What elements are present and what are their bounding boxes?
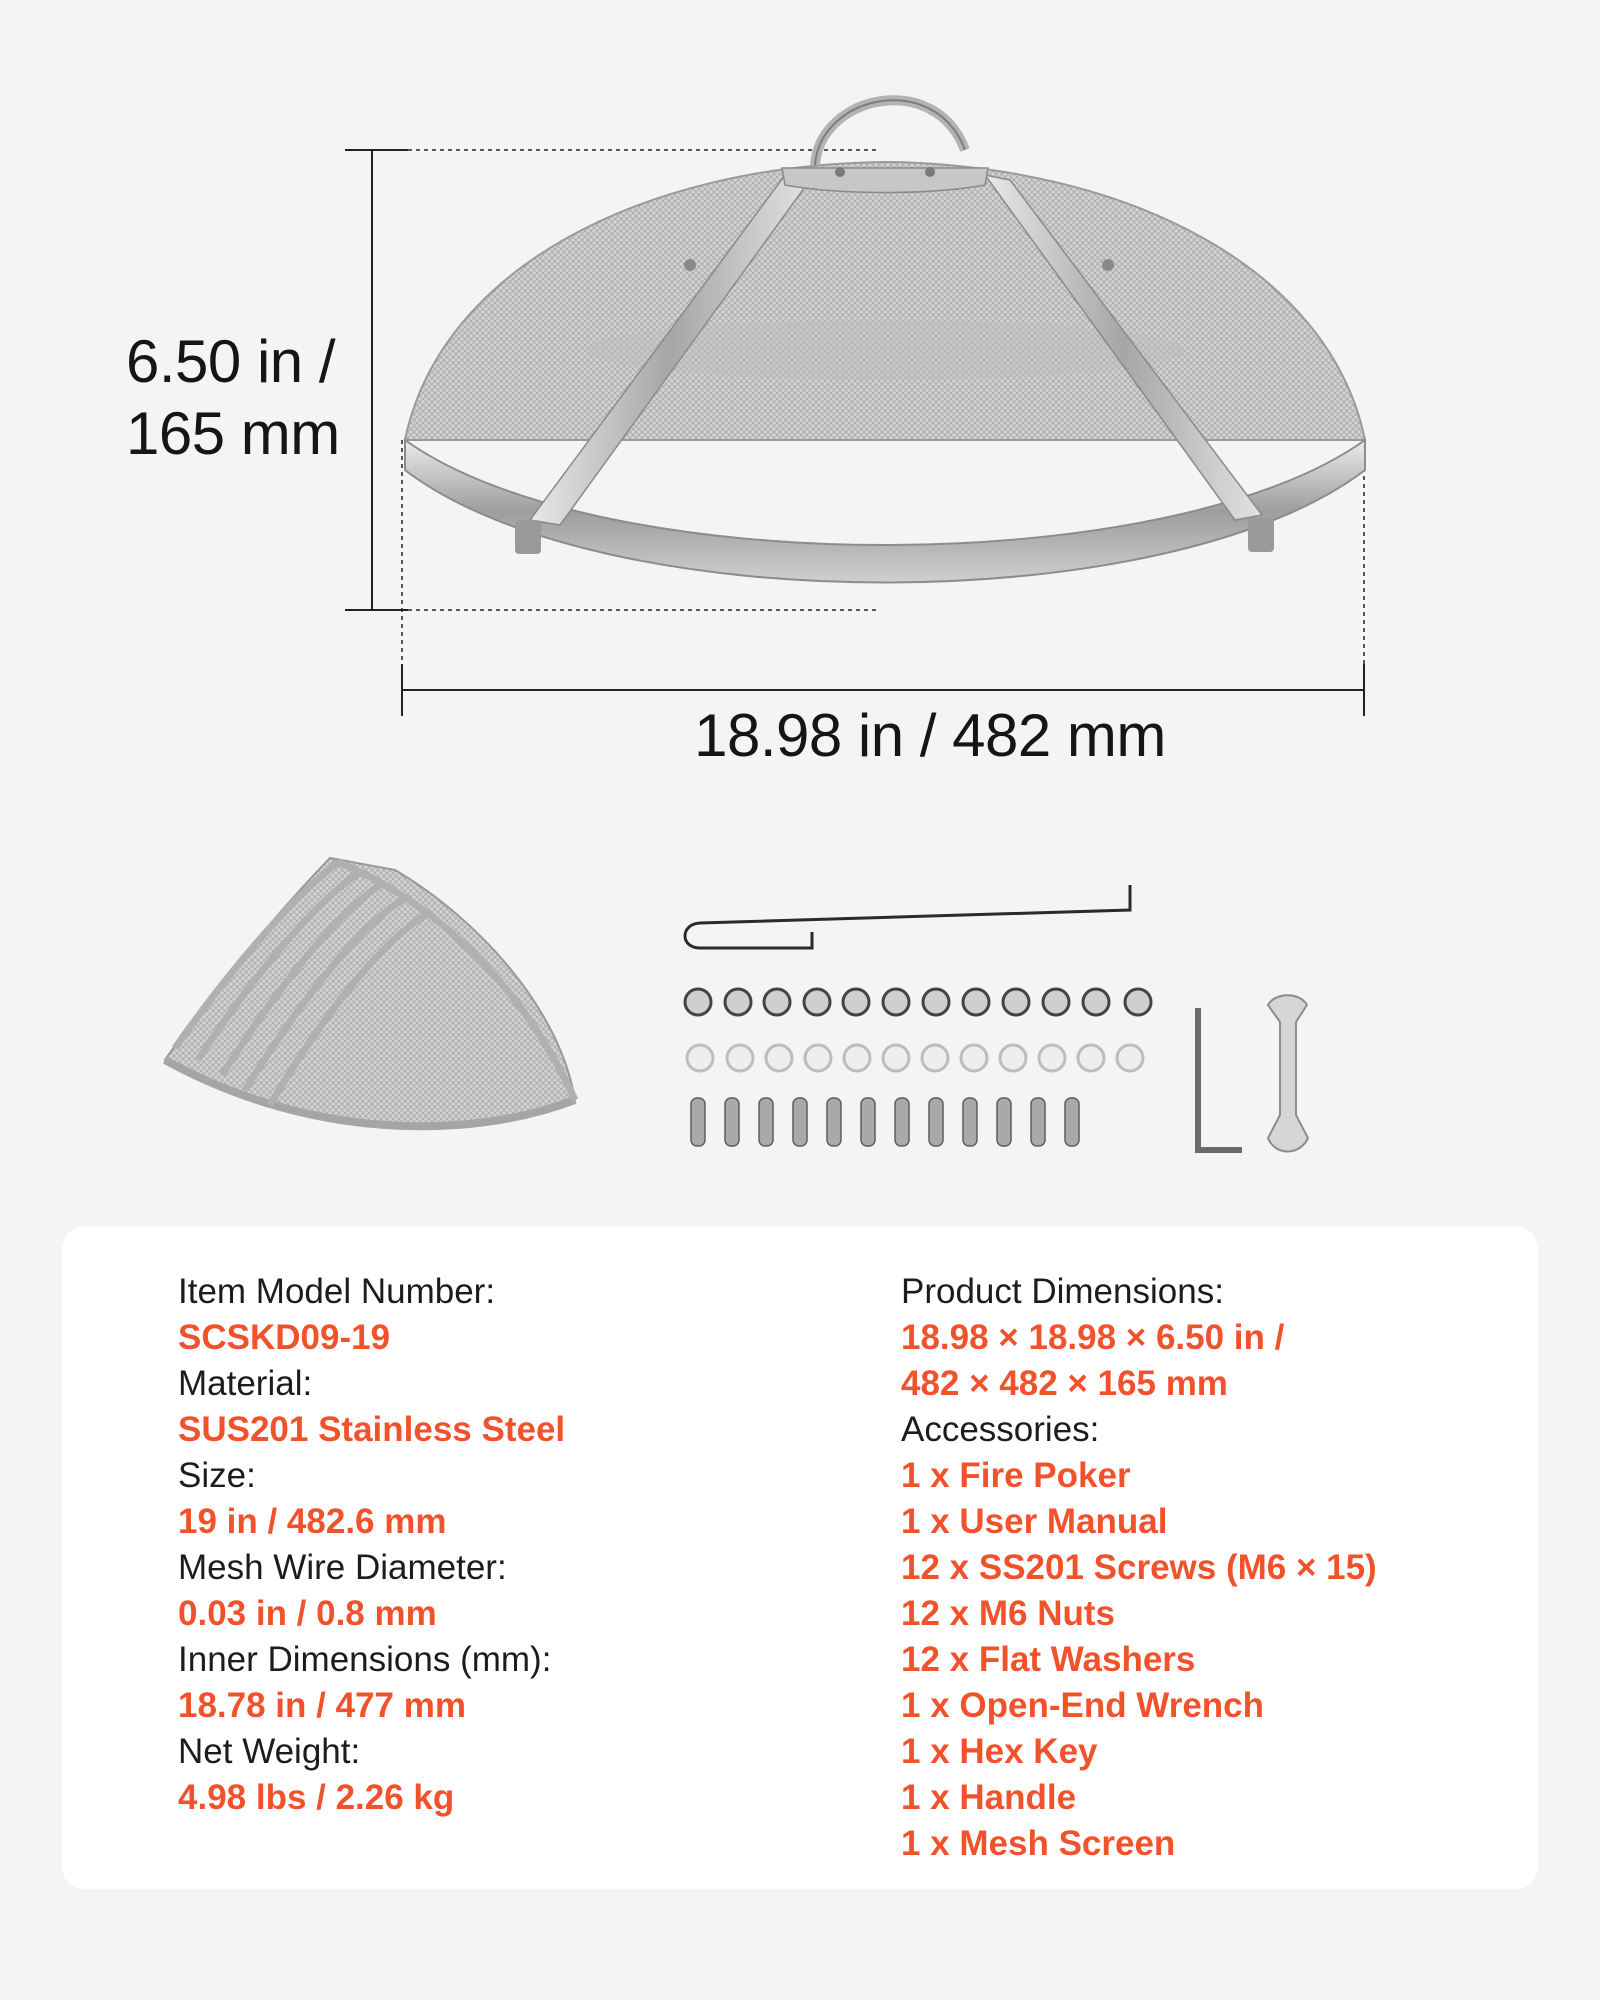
product-dimensions-value-imperial: 18.98 × 18.98 × 6.50 in /	[901, 1318, 1285, 1357]
accessory-item: 1 x Handle	[901, 1778, 1077, 1817]
height-line-2: 165 mm	[126, 400, 340, 467]
mesh-diameter-label: Mesh Wire Diameter:	[178, 1548, 507, 1587]
specs-right-column	[901, 1269, 1377, 1867]
mesh-diameter-value: 0.03 in / 0.8 mm	[178, 1594, 437, 1633]
spark-screen-dome-image	[405, 100, 1365, 582]
size-value: 19 in / 482.6 mm	[178, 1502, 447, 1541]
specs-left-column	[178, 1269, 565, 1821]
accessory-item: 12 x M6 Nuts	[901, 1594, 1115, 1633]
product-dimensions-value-metric: 482 × 482 × 165 mm	[901, 1364, 1228, 1403]
net-weight-value: 4.98 lbs / 2.26 kg	[178, 1778, 455, 1817]
hex-key-image	[1198, 1008, 1242, 1150]
accessory-item: 12 x Flat Washers	[901, 1640, 1196, 1679]
size-label: Size:	[178, 1456, 256, 1495]
specifications-card	[62, 1227, 1538, 1889]
inner-dimensions-label: Inner Dimensions (mm):	[178, 1640, 552, 1679]
fire-poker-image	[685, 885, 1130, 948]
accessory-item: 1 x Hex Key	[901, 1732, 1098, 1771]
open-end-wrench-image	[1268, 995, 1308, 1151]
accessory-item: 12 x SS201 Screws (M6 × 15)	[901, 1548, 1377, 1587]
material-value: SUS201 Stainless Steel	[178, 1410, 566, 1449]
accessory-item: 1 x Open-End Wrench	[901, 1686, 1265, 1725]
width-dimension-label: 18.98 in / 482 mm	[694, 702, 1166, 769]
accessory-item: 1 x User Manual	[901, 1502, 1168, 1541]
washers-image	[687, 1045, 1143, 1071]
mesh-panels-image	[165, 858, 575, 1126]
screws-image	[691, 1098, 1079, 1146]
accessories-label: Accessories:	[901, 1410, 1100, 1449]
model-number-value: SCSKD09-19	[178, 1318, 391, 1357]
height-dimension-label	[126, 326, 386, 470]
height-line-1: 6.50 in /	[126, 328, 335, 395]
product-dimensions-label: Product Dimensions:	[901, 1272, 1224, 1311]
accessory-item: 1 x Mesh Screen	[901, 1824, 1176, 1863]
accessory-item: 1 x Fire Poker	[901, 1456, 1131, 1495]
material-label: Material:	[178, 1364, 313, 1403]
model-number-label: Item Model Number:	[178, 1272, 496, 1311]
inner-dimensions-value: 18.78 in / 477 mm	[178, 1686, 466, 1725]
net-weight-label: Net Weight:	[178, 1732, 361, 1771]
nuts-image	[685, 989, 1151, 1015]
